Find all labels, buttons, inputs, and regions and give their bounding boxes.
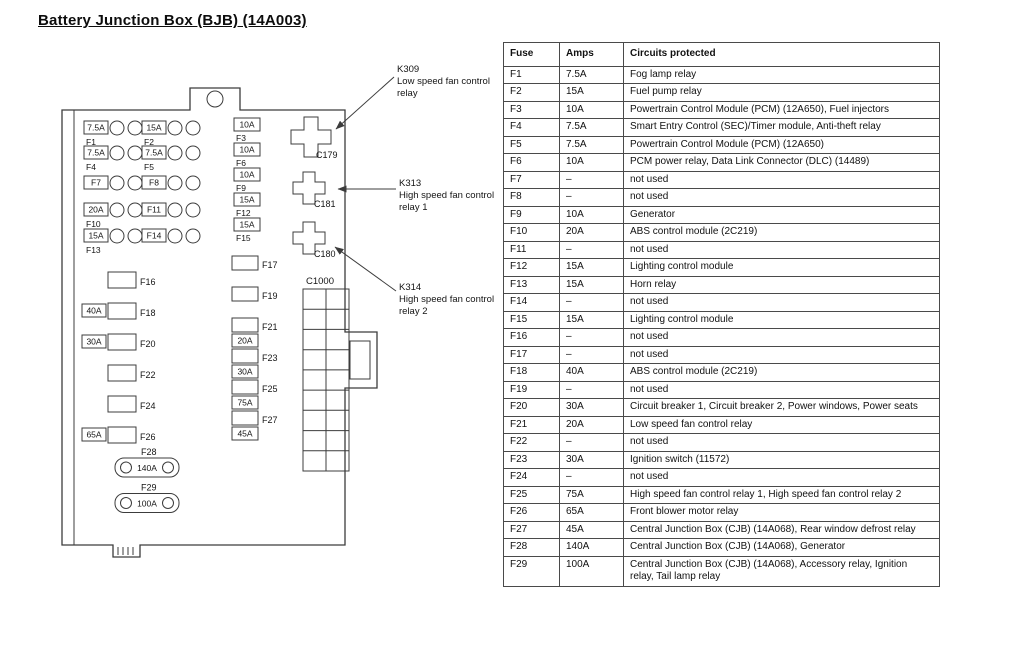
fuse-body — [108, 303, 136, 319]
bottom-tab-hatch — [118, 547, 133, 555]
fuse-id-label: F28 — [141, 447, 157, 457]
fuse-cell: F6 — [504, 154, 560, 172]
table-row — [504, 224, 940, 242]
circuits-cell: Low speed fan control relay — [624, 416, 940, 434]
relay-label: C180 — [314, 249, 336, 259]
fuse-terminal — [110, 203, 124, 217]
fuse-id-label: F27 — [262, 415, 278, 425]
table-row — [504, 136, 940, 154]
fuse-id-label: F3 — [236, 133, 246, 143]
fuse-id-label: F4 — [86, 162, 96, 172]
fuse-amp-label: 15A — [239, 219, 255, 230]
fuse-body — [232, 287, 258, 301]
amps-cell: – — [560, 381, 624, 399]
fuse-cell: F18 — [504, 364, 560, 382]
fuse-id-label: F23 — [262, 353, 278, 363]
relay-label: C181 — [314, 199, 336, 209]
fuse-id-label: F15 — [236, 233, 251, 243]
amps-cell: – — [560, 346, 624, 364]
callout-desc: relay 1 — [399, 202, 428, 213]
table-row — [504, 539, 940, 557]
table-row — [504, 294, 940, 312]
amps-cell: 75A — [560, 486, 624, 504]
table-row — [504, 119, 940, 137]
fuse-id-label: F7 — [91, 177, 101, 188]
fuse-cell: F21 — [504, 416, 560, 434]
table-row — [504, 521, 940, 539]
circuits-cell: Central Junction Box (CJB) (14A068), Generator — [624, 539, 940, 557]
table-row — [504, 329, 940, 347]
circuits-cell: Lighting control module — [624, 311, 940, 329]
table-row — [504, 416, 940, 434]
fuse-cell: F15 — [504, 311, 560, 329]
fuse-terminal — [110, 121, 124, 135]
fuse-terminal — [186, 203, 200, 217]
circuits-cell: not used — [624, 329, 940, 347]
circuits-cell: not used — [624, 171, 940, 189]
fuse-terminal — [110, 176, 124, 190]
circuits-cell: Fog lamp relay — [624, 66, 940, 84]
fuse-cell: F17 — [504, 346, 560, 364]
fuse-body — [232, 411, 258, 425]
callout-arrow — [335, 247, 396, 291]
amps-cell: 30A — [560, 451, 624, 469]
callout-arrow — [336, 77, 394, 129]
table-row — [504, 556, 940, 586]
fuse-cell: F2 — [504, 84, 560, 102]
callout-desc: High speed fan control — [399, 294, 495, 305]
fuse-cell: F14 — [504, 294, 560, 312]
amps-cell: 15A — [560, 259, 624, 277]
fuse-cell: F27 — [504, 521, 560, 539]
circuits-cell: ABS control module (2C219) — [624, 224, 940, 242]
fuse-terminal — [128, 203, 142, 217]
table-row — [504, 311, 940, 329]
fuse-amp-label: 15A — [239, 194, 255, 205]
fuse-amp-label: 30A — [237, 366, 253, 377]
fuse-terminal — [163, 462, 174, 473]
amps-cell: 10A — [560, 206, 624, 224]
amps-cell: 7.5A — [560, 66, 624, 84]
fuse-body — [108, 334, 136, 350]
fuse-cell: F26 — [504, 504, 560, 522]
circuits-cell: not used — [624, 434, 940, 452]
table-row — [504, 399, 940, 417]
amps-cell: 65A — [560, 504, 624, 522]
fuse-body — [108, 396, 136, 412]
col-header-fuse: Fuse — [504, 43, 560, 67]
fuse-terminal — [128, 229, 142, 243]
circuits-cell: Central Junction Box (CJB) (14A068), Accessory relay, Ignition relay, Tail lamp relay — [624, 556, 940, 586]
fuse-cell: F23 — [504, 451, 560, 469]
fuse-amp-label: 7.5A — [87, 122, 105, 133]
table-row — [504, 346, 940, 364]
circuits-cell: Central Junction Box (CJB) (14A068), Rear window defrost relay — [624, 521, 940, 539]
fuse-cell: F12 — [504, 259, 560, 277]
circuits-cell: High speed fan control relay 1, High speed fan control relay 2 — [624, 486, 940, 504]
fuse-amp-label: 45A — [237, 428, 253, 439]
callout-id: K313 — [399, 178, 422, 189]
fuse-id-label: F29 — [141, 482, 157, 493]
fuse-id-label: F1 — [86, 137, 96, 147]
fuse-amp-label: 40A — [86, 305, 102, 316]
amps-cell: 30A — [560, 399, 624, 417]
table-row — [504, 276, 940, 294]
fuse-amp-label: 140A — [137, 463, 157, 473]
fuse-terminal — [186, 176, 200, 190]
table-row — [504, 241, 940, 259]
fuse-terminal — [168, 121, 182, 135]
circuits-cell: Generator — [624, 206, 940, 224]
fuse-cell: F3 — [504, 101, 560, 119]
amps-cell: 10A — [560, 101, 624, 119]
amps-cell: – — [560, 171, 624, 189]
table-row — [504, 504, 940, 522]
fuse-body — [232, 318, 258, 332]
amps-cell: 15A — [560, 276, 624, 294]
fuse-cell: F8 — [504, 189, 560, 207]
col-header-circuits: Circuits protected — [624, 43, 940, 67]
table-row — [504, 451, 940, 469]
fuse-amp-label: 100A — [137, 498, 157, 509]
fuse-terminal — [128, 121, 142, 135]
fuse-id-label: F6 — [236, 158, 246, 168]
fuse-cell: F16 — [504, 329, 560, 347]
table-row — [504, 486, 940, 504]
connector-label: C1000 — [306, 276, 334, 287]
fuse-cell: F29 — [504, 556, 560, 586]
fuse-id-label: F18 — [140, 308, 156, 318]
circuits-cell: Front blower motor relay — [624, 504, 940, 522]
fuse-id-label: F11 — [146, 204, 162, 215]
fuse-amp-label: 10A — [239, 144, 255, 155]
fuse-body — [232, 349, 258, 363]
circuits-cell: not used — [624, 381, 940, 399]
amps-cell: – — [560, 241, 624, 259]
fuse-cell: F11 — [504, 241, 560, 259]
circuits-cell: not used — [624, 294, 940, 312]
fuse-id-label: F12 — [236, 208, 251, 218]
circuits-cell: PCM power relay, Data Link Connector (DLC) (14489) — [624, 154, 940, 172]
fuse-id-label: F24 — [140, 401, 156, 411]
fuse-terminal — [128, 176, 142, 190]
amps-cell: 100A — [560, 556, 624, 586]
fuse-id-label: F10 — [86, 219, 101, 229]
amps-cell: 20A — [560, 224, 624, 242]
table-row — [504, 171, 940, 189]
amps-cell: 7.5A — [560, 136, 624, 154]
relay-label: C179 — [316, 150, 338, 160]
fuse-table-body — [504, 66, 940, 586]
fuse-amp-label: 7.5A — [87, 147, 105, 158]
amps-cell: 15A — [560, 84, 624, 102]
fuse-id-label: F25 — [262, 384, 278, 394]
fuse-terminal — [168, 176, 182, 190]
fuse-amp-label: 10A — [239, 119, 255, 130]
amps-cell: 40A — [560, 364, 624, 382]
diagram-content — [82, 64, 494, 513]
table-row — [504, 101, 940, 119]
amps-cell: – — [560, 434, 624, 452]
circuits-cell: Lighting control module — [624, 259, 940, 277]
amps-cell: – — [560, 189, 624, 207]
fuse-id-label: F13 — [86, 245, 101, 255]
fuse-id-label: F5 — [144, 162, 154, 172]
circuits-cell: Powertrain Control Module (PCM) (12A650) — [624, 136, 940, 154]
table-row — [504, 189, 940, 207]
amps-cell: 10A — [560, 154, 624, 172]
fuse-amp-label: 15A — [146, 122, 162, 133]
fuse-id-label: F2 — [144, 137, 154, 147]
header-row — [504, 43, 940, 67]
fuse-cell: F10 — [504, 224, 560, 242]
fuse-cell: F25 — [504, 486, 560, 504]
fuse-id-label: F17 — [262, 260, 278, 270]
callout-desc: relay — [397, 88, 418, 99]
fuse-terminal — [186, 121, 200, 135]
fuse-terminal — [168, 203, 182, 217]
fuse-terminal — [110, 229, 124, 243]
fuse-amp-label: 15A — [88, 230, 104, 241]
fuse-cell: F24 — [504, 469, 560, 487]
fuse-terminal — [110, 146, 124, 160]
callout-desc: relay 2 — [399, 306, 428, 317]
fuse-cell: F1 — [504, 66, 560, 84]
fuse-body — [232, 380, 258, 394]
fuse-amp-label: 75A — [237, 397, 253, 408]
amps-cell: – — [560, 329, 624, 347]
table-row — [504, 154, 940, 172]
fuse-cell: F5 — [504, 136, 560, 154]
table-row — [504, 66, 940, 84]
fuse-body — [108, 272, 136, 288]
fuse-box-diagram — [0, 0, 500, 620]
fuse-id-label: F14 — [146, 230, 162, 241]
circuits-cell: Smart Entry Control (SEC)/Timer module, Anti-theft relay — [624, 119, 940, 137]
circuits-cell: not used — [624, 241, 940, 259]
fuse-cell: F9 — [504, 206, 560, 224]
fuse-id-label: F19 — [262, 291, 278, 301]
fuse-id-label: F20 — [140, 339, 156, 349]
fuse-amp-label: 7.5A — [145, 147, 163, 158]
fuse-terminal — [163, 498, 174, 509]
fuse-cell: F4 — [504, 119, 560, 137]
fuse-cell: F13 — [504, 276, 560, 294]
fuse-table-header — [504, 43, 940, 67]
fuse-body — [108, 365, 136, 381]
circuits-cell: Powertrain Control Module (PCM) (12A650), Fuel injectors — [624, 101, 940, 119]
fuse-amp-label: 20A — [88, 204, 104, 215]
fuse-id-label: F22 — [140, 370, 156, 380]
amps-cell: 140A — [560, 539, 624, 557]
fuse-table — [503, 42, 940, 587]
fuse-body — [232, 256, 258, 270]
fuse-cell: F19 — [504, 381, 560, 399]
fuse-cell: F7 — [504, 171, 560, 189]
fuse-cell: F20 — [504, 399, 560, 417]
table-row — [504, 469, 940, 487]
fuse-cell: F28 — [504, 539, 560, 557]
fuse-terminal — [128, 146, 142, 160]
fuse-amp-label: 20A — [237, 335, 253, 346]
fuse-body — [108, 427, 136, 443]
mounting-hole — [207, 91, 223, 107]
amps-cell: 7.5A — [560, 119, 624, 137]
page-title: Battery Junction Box (BJB) (14A003) — [38, 12, 307, 29]
fuse-id-label: F26 — [140, 432, 156, 442]
callout-desc: High speed fan control — [399, 190, 495, 201]
circuits-cell: not used — [624, 469, 940, 487]
fuse-amp-label: 10A — [239, 169, 255, 180]
amps-cell: 15A — [560, 311, 624, 329]
right-connector-detail — [350, 341, 370, 379]
fuse-id-label: F9 — [236, 183, 246, 193]
circuits-cell: Circuit breaker 1, Circuit breaker 2, Power windows, Power seats — [624, 399, 940, 417]
connector-grid-lines — [303, 289, 349, 471]
table-row — [504, 364, 940, 382]
fuse-id-label: F16 — [140, 277, 156, 287]
amps-cell: – — [560, 294, 624, 312]
fuse-terminal — [186, 146, 200, 160]
amps-cell: 20A — [560, 416, 624, 434]
fuse-amp-label: 30A — [86, 336, 102, 347]
callout-id: K314 — [399, 282, 422, 293]
table-row — [504, 206, 940, 224]
table-row — [504, 434, 940, 452]
fuse-terminal — [168, 146, 182, 160]
callout-id: K309 — [397, 64, 420, 75]
fuse-terminal — [168, 229, 182, 243]
fuse-id-label: F21 — [262, 322, 278, 332]
circuits-cell: Fuel pump relay — [624, 84, 940, 102]
fuse-terminal — [121, 462, 132, 473]
callout-desc: Low speed fan control — [397, 76, 490, 87]
table-row — [504, 259, 940, 277]
circuits-cell: not used — [624, 346, 940, 364]
fuse-amp-label: 65A — [86, 429, 102, 440]
circuits-cell: Ignition switch (11572) — [624, 451, 940, 469]
circuits-cell: ABS control module (2C219) — [624, 364, 940, 382]
col-header-amps: Amps — [560, 43, 624, 67]
fuse-cell: F22 — [504, 434, 560, 452]
table-row — [504, 84, 940, 102]
fuse-terminal — [186, 229, 200, 243]
circuits-cell: not used — [624, 189, 940, 207]
circuits-cell: Horn relay — [624, 276, 940, 294]
fuse-terminal — [121, 498, 132, 509]
amps-cell: – — [560, 469, 624, 487]
table-row — [504, 381, 940, 399]
amps-cell: 45A — [560, 521, 624, 539]
fuse-id-label: F8 — [149, 177, 159, 188]
